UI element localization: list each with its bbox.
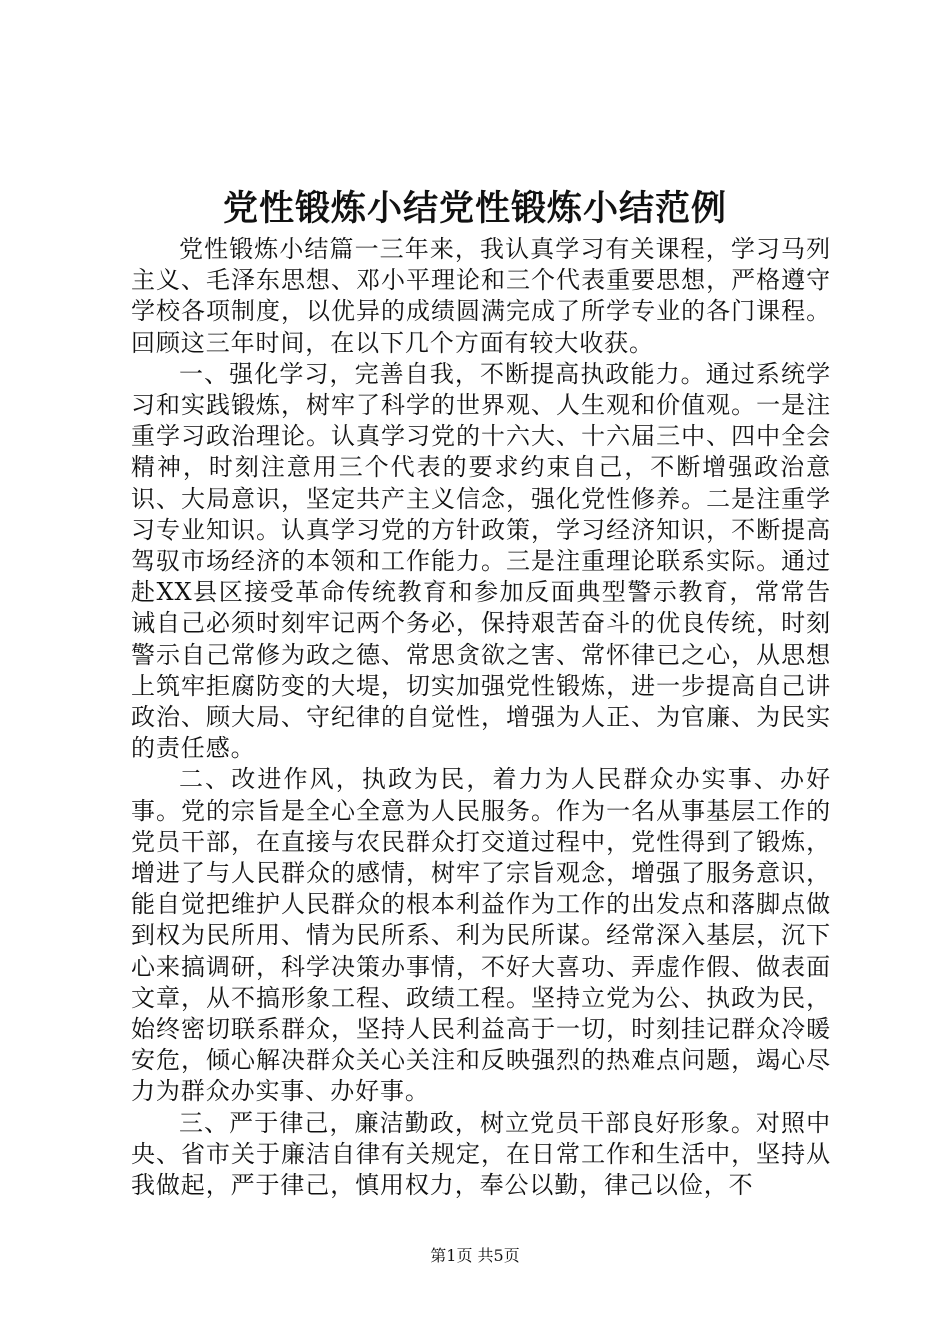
page-number-footer: 第1页 共5页 [430, 1246, 520, 1265]
paragraph-section-one: 一、强化学习，完善自我，不断提高执政能力。通过系统学习和实践锻炼，树牢了科学的世界观、人生观和价值观。一是注重学习政治理论。认真学习党的十六大、十六届三中、四中全会精神，时刻注意用三个代表的要求约束自己，不断增强政治意识、大局意识，坚定共产主义信念，强化党性修养。二是注重学习专业知识。认真学习党的方针政策，学习经济知识，不断提高驾驭市场经济的本领和工作能力。三是注重理论联系实际。通过赴XX县区接受革命传统教育和参加反面典型警示教育，常常告诫自己必须时刻牢记两个务必，保持艰苦奋斗的优良传统，时刻警示自己常修为政之德、常思贪欲之害、常怀律已之心，从思想上筑牢拒腐防变的大堤，切实加强党性锻炼，进一步提高自己讲政治、顾大局、守纪律的自觉性，增强为人正、为官廉、为民实的责任感。 [131, 359, 831, 763]
paragraph-section-three: 三、严于律己，廉洁勤政，树立党员干部良好形象。对照中央、省市关于廉洁自律有关规定，在日常工作和生活中，坚持从我做起，严于律己，慎用权力，奉公以勤，律己以俭，不 [131, 1108, 831, 1200]
paragraph-intro: 党性锻炼小结篇一三年来，我认真学习有关课程，学习马列主义、毛泽东思想、邓小平理论和三个代表重要思想，严格遵守学校各项制度，以优异的成绩圆满完成了所学专业的各门课程。回顾这三年时间，在以下几个方面有较大收获。 [131, 235, 831, 357]
paragraph-section-two: 二、改进作风，执政为民，着力为人民群众办实事、办好事。党的宗旨是全心全意为人民服务。作为一名从事基层工作的党员干部，在直接与农民群众打交道过程中，党性得到了锻炼，增进了与人民群众的感情，树牢了宗旨观念，增强了服务意识，能自觉把维护人民群众的根本利益作为工作的出发点和落脚点做到权为民所用、情为民所系、利为民所谋。经常深入基层，沉下心来搞调研，科学决策办事情，不好大喜功、弄虚作假、做表面文章，从不搞形象工程、政绩工程。坚持立党为公、执政为民，始终密切联系群众，坚持人民利益高于一切，时刻挂记群众冷暖安危，倾心解决群众关心关注和反映强烈的热难点问题，竭心尽力为群众办实事、办好事。 [131, 765, 831, 1106]
document-body [131, 234, 831, 1201]
document-title: 党性锻炼小结党性锻炼小结范例 [222, 188, 727, 229]
